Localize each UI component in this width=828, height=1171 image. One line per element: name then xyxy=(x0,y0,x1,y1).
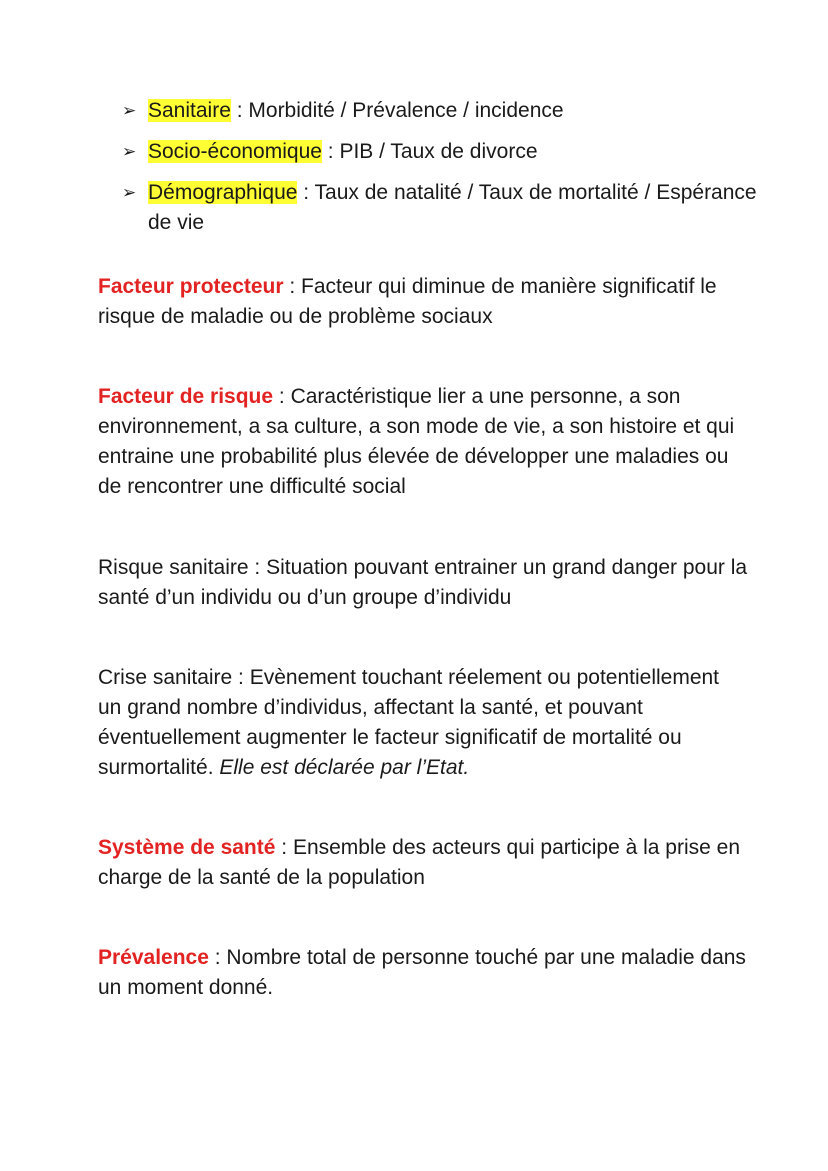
definition-crise-sanitaire: Crise sanitaire : Evènement touchant réelement ou potentiellement un grand nombre d’individus, affectant la santé, et pouvant éventuellement augmenter le facteur significatif de mortalité ou surmortalité. Elle est déclarée par l’Etat. xyxy=(98,666,720,779)
definition-systeme-sante: Système de santé : Ensemble des acteurs qui participe à la prise en charge de la santé de la population xyxy=(98,836,741,889)
definition-facteur-protecteur: Facteur protecteur : Facteur qui diminue de manière significatif le risque de maladie ou de problème sociaux xyxy=(98,275,717,328)
list-item xyxy=(122,96,762,126)
highlighted-term: Socio-économique xyxy=(148,140,322,163)
highlighted-term: Démographique xyxy=(148,181,298,204)
arrow-bullet-icon: ➢ xyxy=(122,101,137,120)
definition-term: Système de santé xyxy=(98,836,276,859)
list-item xyxy=(122,137,762,167)
definition-risque-sanitaire: Risque sanitaire : Situation pouvant entrainer un grand danger pour la santé d’un individu ou d’un groupe d’individu xyxy=(98,556,748,609)
list-item xyxy=(122,178,762,238)
indicator-list xyxy=(122,96,762,249)
definition-term: Prévalence xyxy=(98,946,209,969)
bullet-text: Sanitaire : Morbidité / Prévalence / incidence xyxy=(148,99,564,122)
arrow-bullet-icon: ➢ xyxy=(122,142,137,161)
definition-term: Facteur protecteur xyxy=(98,275,284,298)
bullet-text: Démographique : Taux de natalité / Taux de mortalité / Espérance de vie xyxy=(148,181,757,234)
definition-facteur-risque: Facteur de risque : Caractéristique lier a une personne, a son environnement, a sa culture, a son mode de vie, a son histoire et qui entraine une probabilité plus élevée de développer une maladies ou de rencontrer une difficulté social xyxy=(98,385,735,498)
definition-term: Facteur de risque xyxy=(98,385,274,408)
italic-note: Elle est déclarée par l’Etat. xyxy=(219,756,470,779)
bullet-text: Socio-économique : PIB / Taux de divorce xyxy=(148,140,538,163)
highlighted-term: Sanitaire xyxy=(148,99,231,122)
definition-prevalence: Prévalence : Nombre total de personne touché par une maladie dans un moment donné. xyxy=(98,946,746,999)
arrow-bullet-icon: ➢ xyxy=(122,183,137,202)
